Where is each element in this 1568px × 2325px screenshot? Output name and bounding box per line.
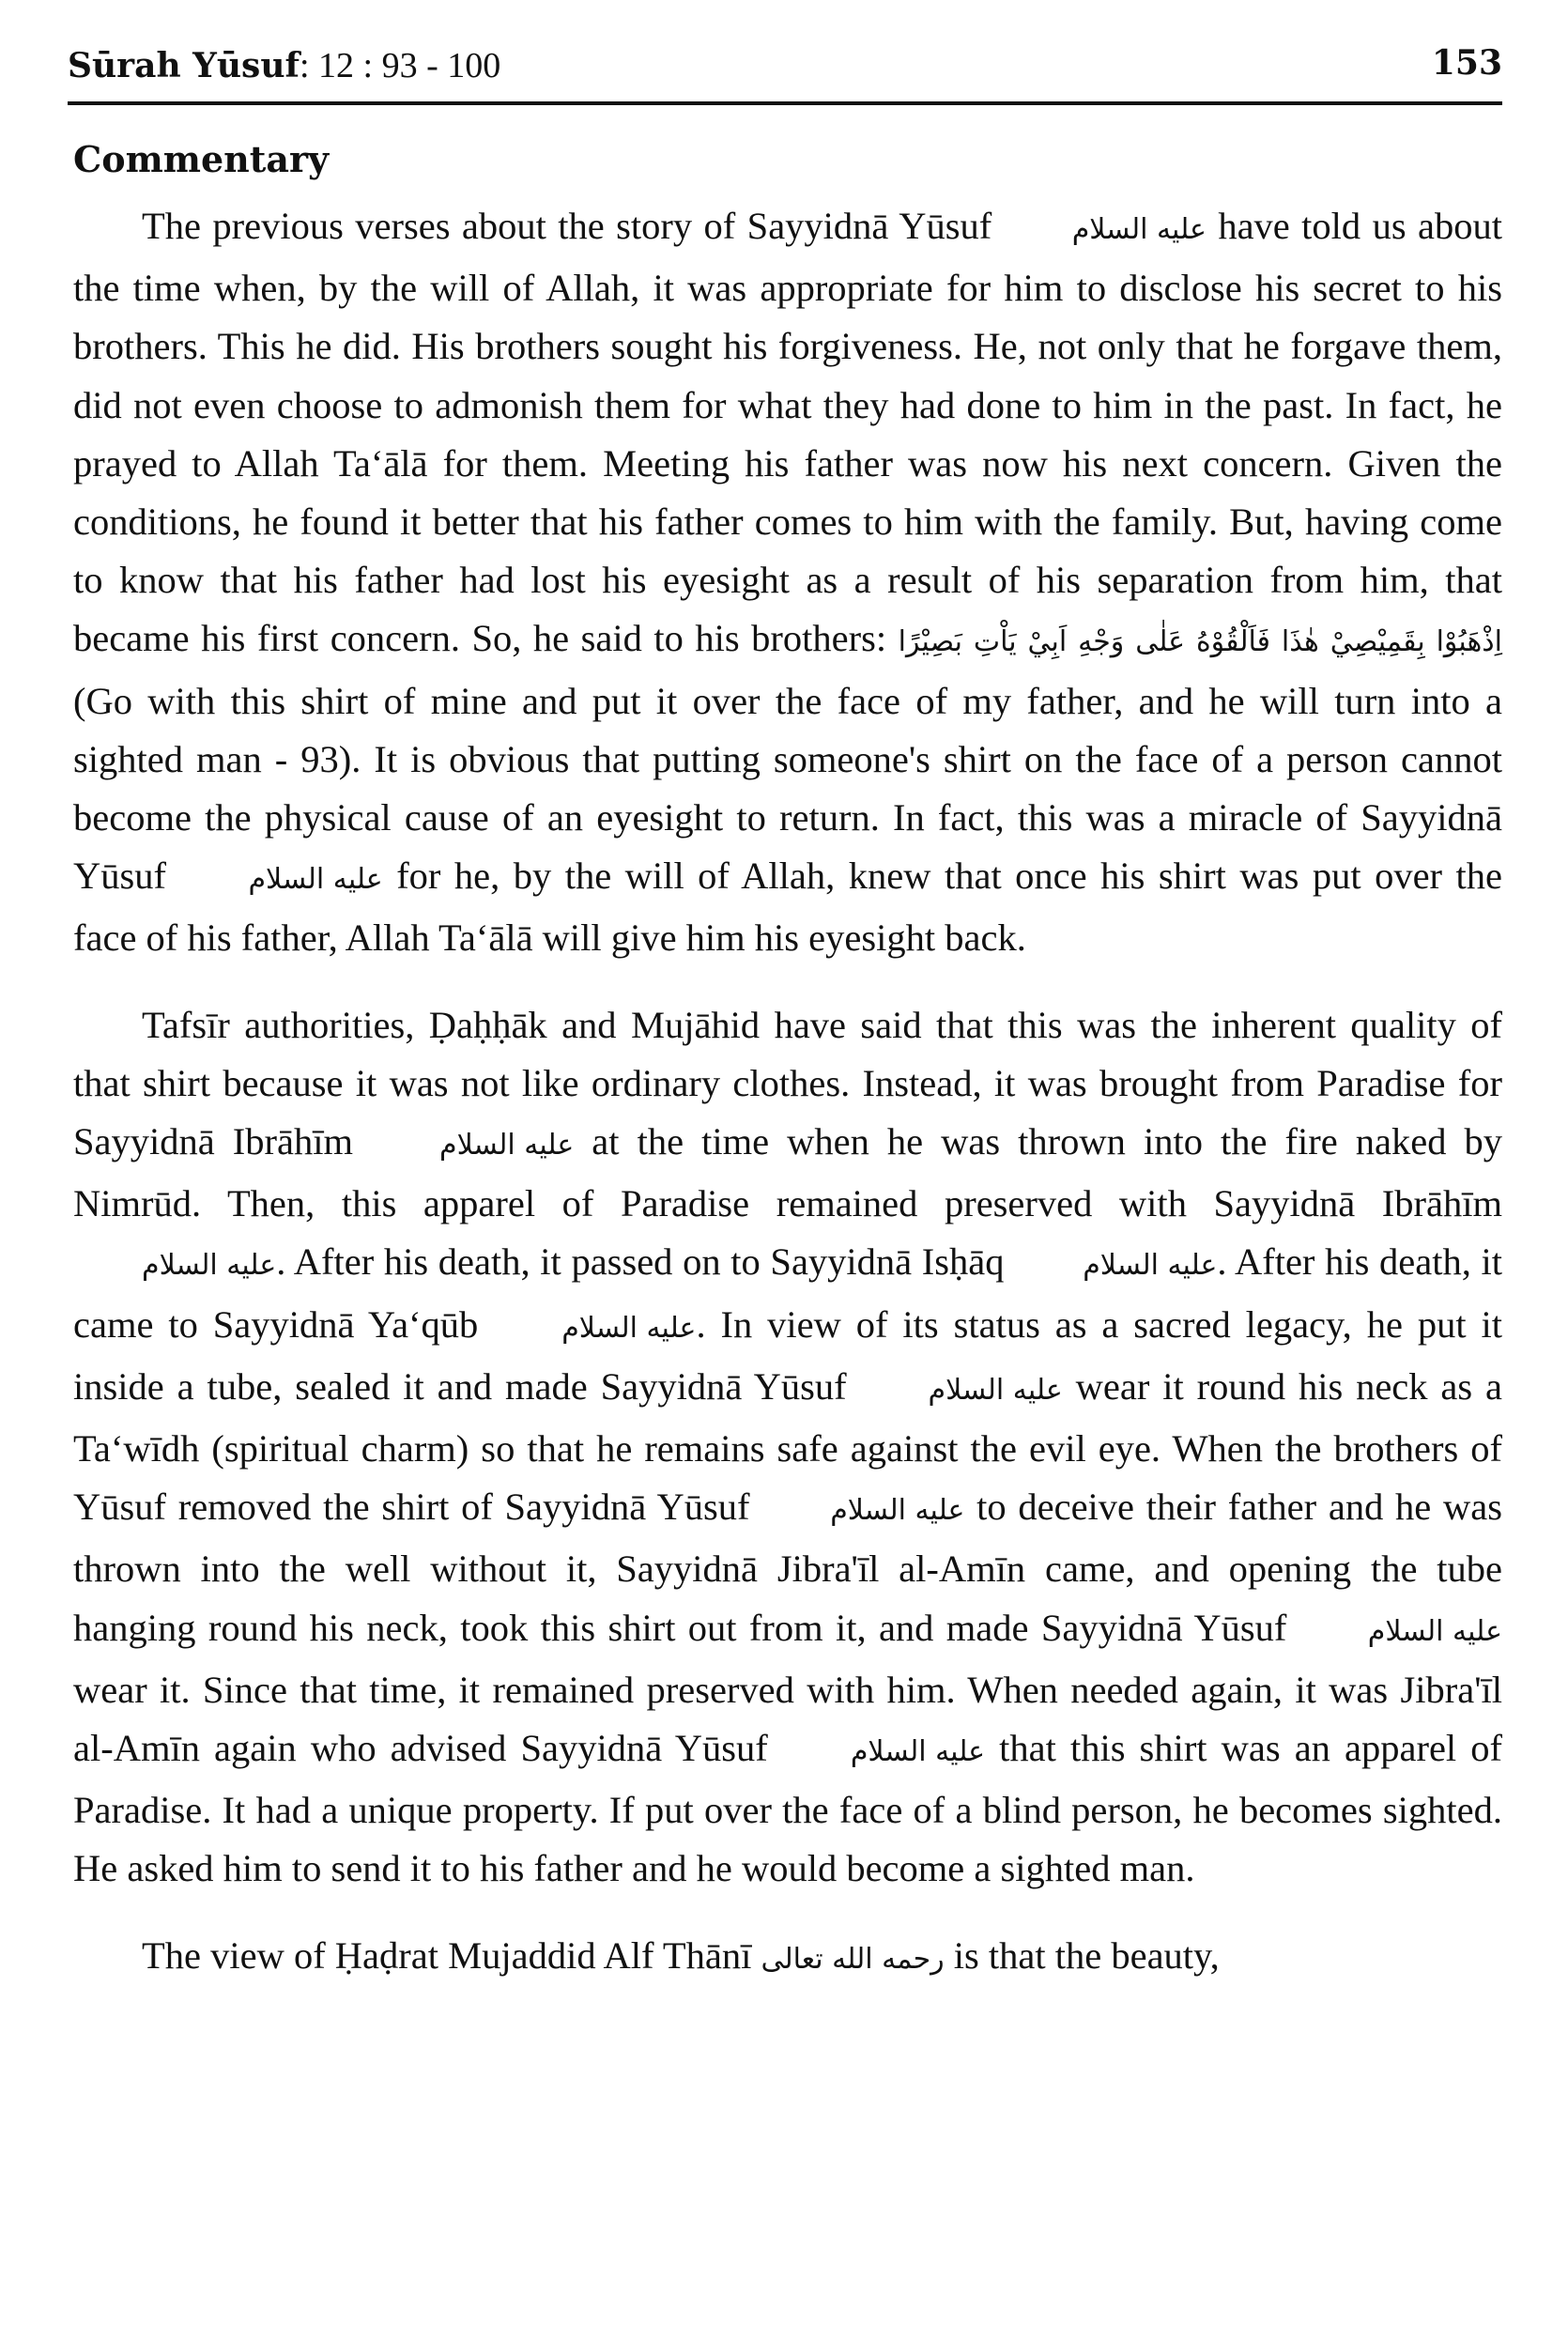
section-heading: Commentary: [73, 138, 330, 180]
text-run: that this shirt was an apparel of Paradise. It had a unique property. If put over the face of a blind person, he becomes sighted. He asked him to send it to his father and he would become a sighted man.: [73, 1727, 1502, 1890]
surah-name: Sūrah Yūsuf: [68, 46, 300, 85]
honorific-ligature: عليه السلام: [1367, 1614, 1502, 1648]
paragraph-1: [73, 197, 1502, 968]
text-run: . After his death, it came to Sayyidnā Ya‘qūb: [73, 1240, 1503, 1346]
header-rule: [68, 101, 1502, 105]
text-run: Tafsīr authorities, Ḍaḥḥāk and Mujāhid have said that this was the inherent quality of that shirt because it was not like ordinary clothes. Instead, it was brought from Paradise for Sayyidnā Ibrāhīm: [73, 1003, 1502, 1163]
honorific-ligature: رحمه الله تعالى: [761, 1942, 945, 1976]
honorific-ligature: عليه السلام: [248, 863, 383, 897]
arabic-quote: اِذْهَبُوْا بِقَمِيْصِيْ هٰذَا فَاَلْقُوْهُ عَلٰى وَجْهِ اَبِيْ يَاْتِ بَصِيْرًا: [898, 625, 1502, 659]
text-run: . After his death, it passed on to Sayyidnā Isḥāq: [276, 1240, 1015, 1284]
honorific-ligature: عليه السلام: [1083, 1249, 1218, 1283]
text-run: is that the beauty,: [944, 1933, 1220, 1977]
text-run: to deceive their father and he was thrown into the well without it, Sayyidnā Jibra'īl al-Amīn came, and opening the tube hanging round his neck, took this shirt out from it, and made Sayyidnā Yūsuf: [73, 1486, 1502, 1649]
verse-reference: : 12 : 93 - 100: [299, 46, 501, 85]
honorific-ligature: عليه السلام: [850, 1735, 986, 1769]
text-run: The view of Ḥaḍrat Mujaddid Alf Thānī: [142, 1933, 761, 1977]
text-run: wear it. Since that time, it remained preserved with him. When needed again, it was Jibra'īl al-Amīn again who advised Sayyidnā Yūsuf: [73, 1668, 1502, 1770]
page-number: 153: [1431, 43, 1502, 83]
paragraph-3: [73, 1927, 1502, 1989]
honorific-ligature: عليه السلام: [561, 1311, 697, 1345]
honorific-ligature: عليه السلام: [928, 1373, 1063, 1407]
honorific-ligature: عليه السلام: [830, 1494, 965, 1528]
text-run: have told us about the time when, by the will of Allah, it was appropriate for him to disclose his secret to his brothers. This he did. His brothers sought his forgiveness. He, not only that he forgave them, did not even choose to admonish them for what they had done to him in the past. In fact, he prayed to Allah Ta‘ālā for them. Meeting his father was now his next concern. Given the conditions, he found it better that his father comes to him with the family. But, having come to know that his father had lost his eyesight as a result of his separation from him, that became his first concern. So, he said to his brothers:: [73, 205, 1502, 660]
text-run: (Go with this shirt of mine and put it over the face of my father, and he will turn into a sighted man - 93). It is obvious that putting someone's shirt on the face of a person cannot become the physical cause of an eyesight to return. In fact, this was a miracle of Sayyidnā Yūsuf: [73, 679, 1502, 898]
text-run: . In view of its status as a sacred legacy, he put it inside a tube, sealed it and made Sayyidnā Yūsuf: [73, 1302, 1502, 1408]
text-run: at the time when he was thrown into the fire naked by Nimrūd. Then, this apparel of Paradise remained preserved with Sayyidnā Ibrāhīm: [73, 1120, 1503, 1225]
text-run: wear it round his neck as a Ta‘wīdh (spiritual charm) so that he remains safe against the evil eye. When the brothers of Yūsuf removed the shirt of Sayyidnā Yūsuf: [73, 1364, 1502, 1529]
honorific-ligature: عليه السلام: [142, 1249, 277, 1283]
running-title: [68, 45, 500, 86]
running-header: [68, 38, 1502, 103]
page-body: [73, 131, 1502, 1989]
honorific-ligature: عليه السلام: [439, 1129, 575, 1162]
paragraph-2: [73, 996, 1502, 1899]
text-run: The previous verses about the story of Sayyidnā Yūsuf: [142, 205, 1004, 247]
honorific-ligature: عليه السلام: [1071, 213, 1207, 246]
text-run: for he, by the will of Allah, knew that once his shirt was put over the face of his father, Allah Ta‘ālā will give him his eyesight back.: [73, 855, 1502, 960]
